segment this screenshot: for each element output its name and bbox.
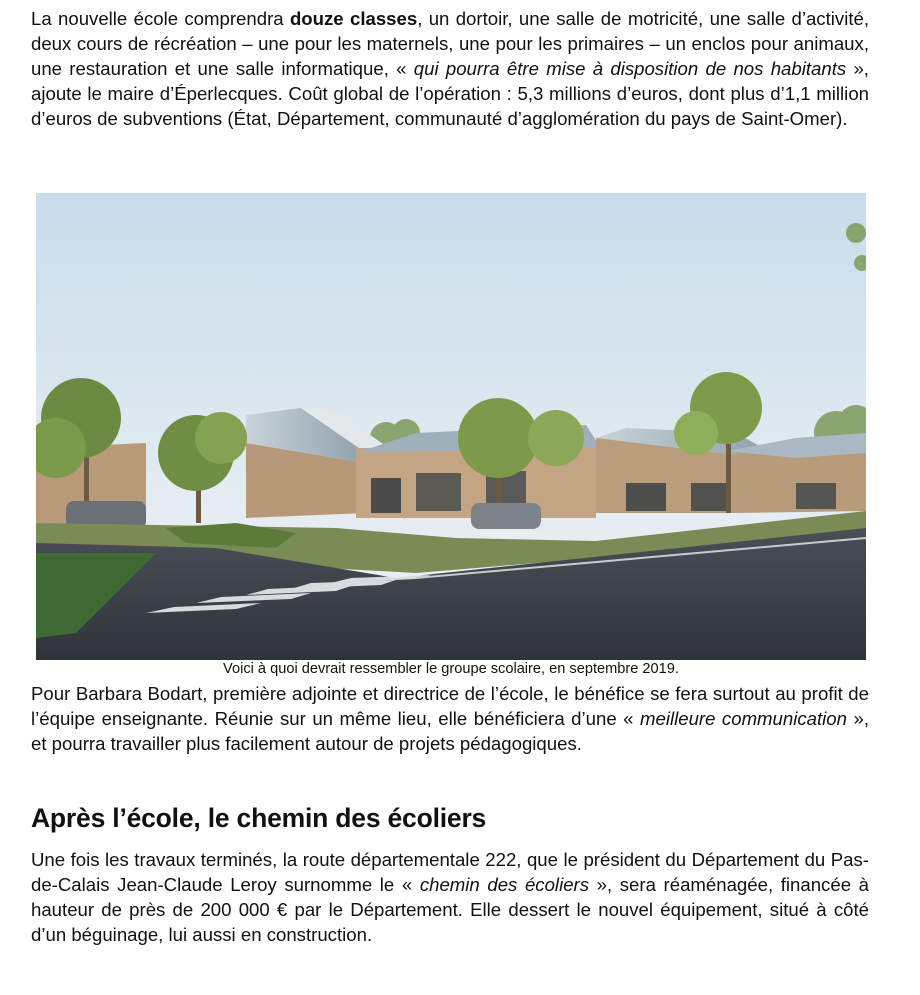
school-rendering-image (36, 193, 866, 660)
paragraph-bodart-text-2: », et pourra travailler plus facilement autour de projets pédagogiques. (31, 708, 869, 754)
paragraph-intro-bold: douze classes (289, 8, 418, 29)
paragraph-road-text-2: », sera réaménagée, financée à hauteur de près de 200 000 € par le Département. Elle dessert le nouvel équipement, situé à côté d’un béguinage, lui aussi en construction. (31, 874, 869, 945)
paragraph-road-quote: chemin des écoliers (419, 874, 590, 895)
image-caption: Voici à quoi devrait ressembler le groupe scolaire, en septembre 2019. (223, 661, 679, 677)
paragraph-bodart-text-1: Pour Barbara Bodart, première adjointe et directrice de l’école, le bénéfice se fera surtout au profit de l’équipe enseignante. Réunie sur un même lieu, elle bénéficiera d’une « (31, 683, 869, 729)
paragraph-bodart-quote: meilleure communication (640, 708, 847, 729)
paragraph-intro-text-3: », ajoute le maire d’Éperlecques. Coût global de l’opération : 5,3 millions d’euros, dont plus d’1,1 million d’euros de subventions (État, Département, communauté d’agglomération du pays de Saint-Omer). (31, 58, 869, 129)
paragraph-bodart (31, 681, 869, 756)
paragraph-intro-text-1: La nouvelle école comprendra (31, 8, 290, 29)
paragraph-road (31, 847, 869, 947)
paragraph-intro-quote: qui pourra être mise à disposition de nos habitants (413, 58, 847, 79)
paragraph-intro-text-2: , un dortoir, une salle de motricité, une salle d’activité, deux cours de récréation – une pour les maternels, une pour les primaires – un enclos pour animaux, une restauration et une salle informatique, « (31, 8, 869, 79)
section-heading: Après l’école, le chemin des écoliers (31, 803, 487, 833)
paragraph-intro (31, 6, 869, 131)
paragraph-road-text-1: Une fois les travaux terminés, la route départementale 222, que le président du Département du Pas-de-Calais Jean-Claude Leroy surnomme le « (31, 849, 869, 895)
